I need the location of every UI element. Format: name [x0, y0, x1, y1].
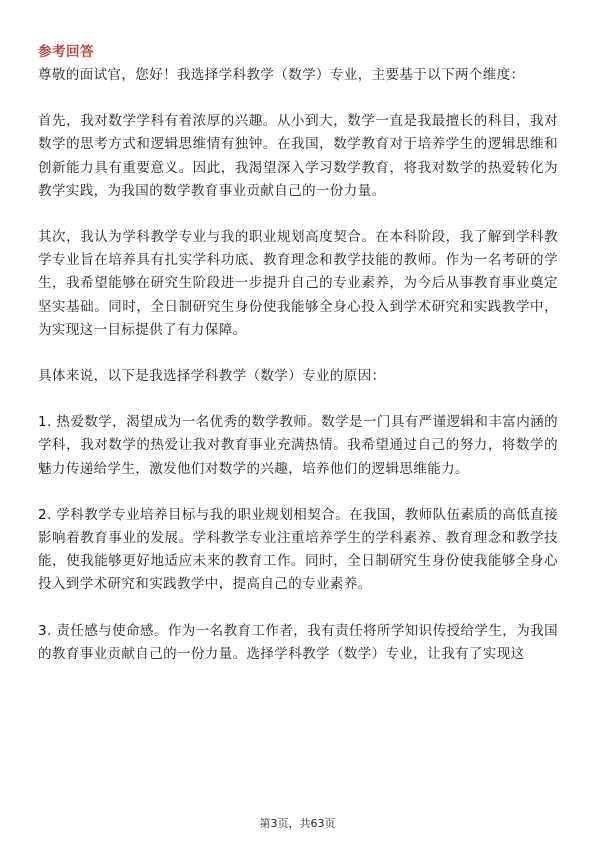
- paragraph-point-2: 2. 学科教学专业培养目标与我的职业规划相契合。在我国，教师队伍素质的高低直接影响着教育事业的发展。学科教学专业注重培养学生的学科素养、教育理念和教学技能，使我能够更好地适应未来的教育工作。同时，全日制研究生身份使我能够全身心投入到学术研究和实践教学中，提高自己的专业素养。: [38, 506, 558, 593]
- paragraph-first-reason: 首先，我对数学学科有着浓厚的兴趣。从小到大，数学一直是我最擅长的科目，我对数学的思考方式和逻辑思维情有独钟。在我国，数学教育对于培养学生的逻辑思维和创新能力具有重要意义。因此，我渴望深入学习数学教育，将我对数学的热爱转化为教学实践，为我国的数学教育事业贡献自己的一份力量。: [38, 113, 558, 199]
- paragraph-point-3: 3. 责任感与使命感。作为一名教育工作者，我有责任将所学知识传授给学生，为我国的教育事业贡献自己的一份力量。选择学科教学（数学）专业，让我有了实现这: [38, 622, 558, 662]
- paragraph-greeting: 尊敬的面试官，您好！我选择学科教学（数学）专业，主要基于以下两个维度：: [38, 67, 525, 83]
- paragraph-second-reason: 其次，我认为学科教学专业与我的职业规划高度契合。在本科阶段，我了解到学科教学专业旨在培养具有扎实学科功底、教育理念和教学技能的教师。作为一名考研的学生，我希望能够在研究生阶段进一步提升自己的专业素养，为今后从事教育事业奠定坚实基础。同时，全日制研究生身份使我能够全身心投入到学术研究和实践教学中，为实现这一目标提供了有力保障。: [38, 229, 558, 338]
- answer-heading: 参考回答: [38, 44, 94, 60]
- page-number: 第3页，共63页: [259, 817, 336, 830]
- answer-body: [38, 64, 558, 689]
- paragraph-specifics-intro: 具体来说，以下是我选择学科教学（数学）专业的原因：: [38, 368, 386, 385]
- paragraph-point-1: 1. 热爱数学，渴望成为一名优秀的数学教师。数学是一门具有严谨逻辑和丰富内涵的学科，我对数学的热爱让我对教育事业充满热情。我希望通过自己的努力，将数学的魅力传递给学生，激发他们对数学的兴趣，培养他们的逻辑思维能力。: [38, 414, 558, 477]
